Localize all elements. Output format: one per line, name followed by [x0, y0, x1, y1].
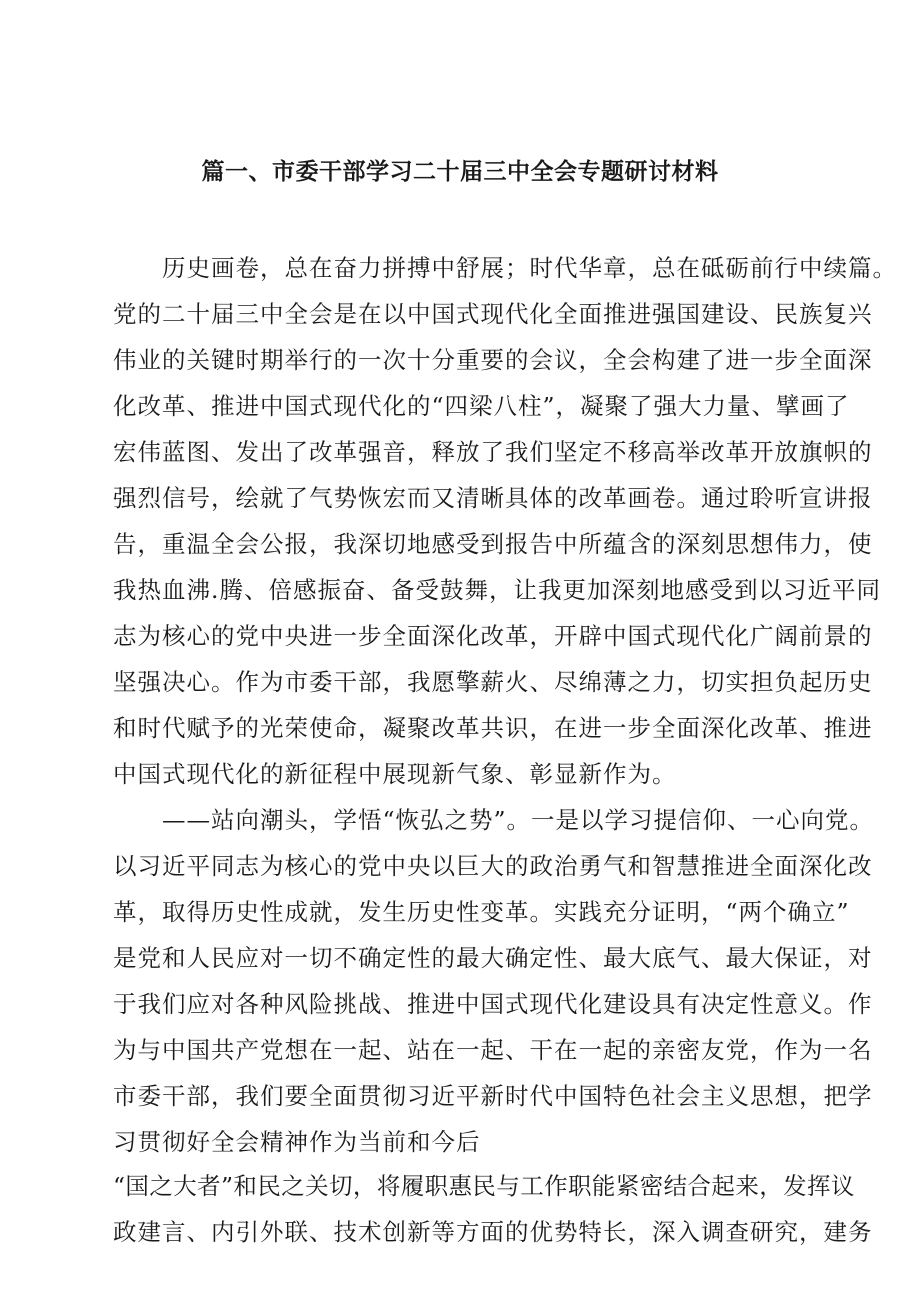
paragraph-1-line-1: 历史画卷，总在奋力拼搏中舒展；时代华章，总在砥砺前行中续篇。: [162, 254, 897, 282]
paragraph-2-line-7: 市委干部，我们要全面贯彻习近平新时代中国特色社会主义思想，把学: [113, 1082, 873, 1110]
paragraph-1-line-8: 我热血沸.腾、倍感振奋、备受鼓舞，让我更加深刻地感受到以习近平同: [113, 576, 881, 604]
paragraph-2-line-3: 革，取得历史性成就，发生历史性变革。实践充分证明，“两个确立”: [113, 898, 850, 926]
paragraph-1-line-6: 强烈信号，绘就了气势恢宏而又清晰具体的改革画卷。通过聆听宣讲报: [113, 484, 873, 512]
paragraph-3-line-1: “国之大者”和民之关切，将履职惠民与工作职能紧密结合起来，发挥议: [113, 1172, 855, 1200]
paragraph-2-line-2: 以习近平同志为核心的党中央以巨大的政治勇气和智慧推进全面深化改: [113, 852, 873, 880]
paragraph-1-line-3: 伟业的关键时期举行的一次十分重要的会议，全会构建了进一步全面深: [113, 346, 873, 374]
paragraph-2-line-4: 是党和人民应对一切不确定性的最大确定性、最大底气、最大保证，对: [113, 944, 873, 972]
paragraph-1-line-4: 化改革、推进中国式现代化的“四梁八柱”，凝聚了强大力量、擘画了: [113, 392, 850, 420]
paragraph-2-line-1: ——站向潮头，学悟“恢弘之势”。一是以学习提信仰、一心向党。: [162, 806, 875, 834]
paragraph-1-line-9: 志为核心的党中央进一步全面深化改革，开辟中国式现代化广阔前景的: [113, 622, 873, 650]
paragraph-2-line-6: 为与中国共产党想在一起、站在一起、干在一起的亲密友党，作为一名: [113, 1036, 873, 1064]
paragraph-1-line-5: 宏伟蓝图、发出了改革强音，释放了我们坚定不移高举改革开放旗帜的: [113, 438, 873, 466]
paragraph-2-line-8: 习贯彻好全会精神作为当前和今后: [113, 1128, 481, 1156]
paragraph-1-line-12: 中国式现代化的新征程中展现新气象、彰显新作为。: [113, 760, 677, 788]
paragraph-1-line-7: 告，重温全会公报，我深切地感受到报告中所蕴含的深刻思想伟力，使: [113, 530, 873, 558]
paragraph-2-line-5: 于我们应对各种风险挑战、推进中国式现代化建设具有决定性意义。作: [113, 990, 873, 1018]
paragraph-1-line-2: 党的二十届三中全会是在以中国式现代化全面推进强国建设、民族复兴: [113, 300, 873, 328]
paragraph-3-line-2: 政建言、内引外联、技术创新等方面的优势特长，深入调查研究，建务: [113, 1218, 873, 1246]
paragraph-1-line-10: 坚强决心。作为市委干部，我愿擎薪火、尽绵薄之力，切实担负起历史: [113, 668, 873, 696]
document-title: 篇一、市委干部学习二十届三中全会专题研讨材料: [201, 159, 719, 185]
paragraph-1-line-11: 和时代赋予的光荣使命，凝聚改革共识，在进一步全面深化改革、推进: [113, 714, 873, 742]
